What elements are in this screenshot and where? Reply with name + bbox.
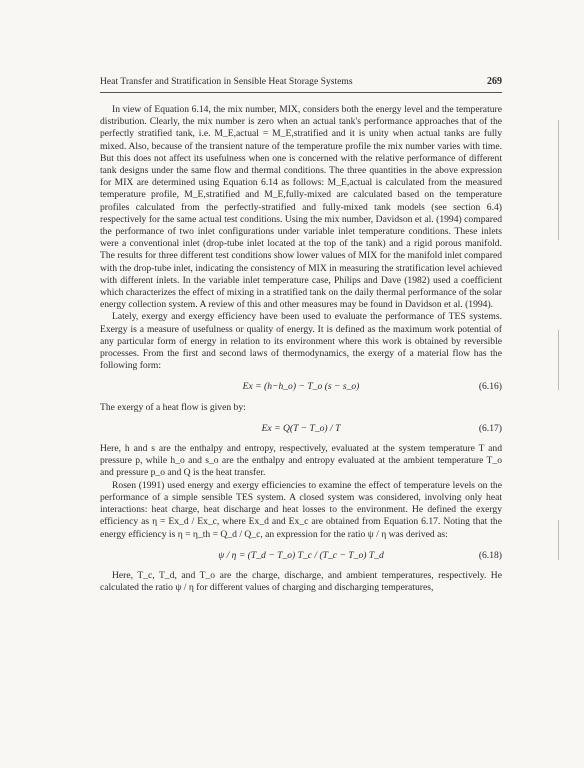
paragraph-mix-number: In view of Equation 6.14, the mix number, MIX, considers both the energy level and the temperature distribution. Clearly, the mix number is zero when an actual tank's performance approaches that of the perfectly stratified tank, i.e. M_E,actual = M_E,stratified and it is unity when actual tanks are fully mixed. Also, because of the transient nature of the temperature profile the mix number varies with time. But this does not affect its usefulness when one is concerned with the relative performance of different tank designs under the same flow and thermal conditions. The three quantities in the above expression for MIX are determined using Equation 6.14 as follows: M_E,actual is calculated from the measured temperature profile, M_E,stratified and M_E,fully-mixed are calculated based on the temperature profiles calculated from the perfectly-stratified and fully-mixed tank models (see section 6.4) respectively for the same actual test conditions. Using the mix number, Davidson et al. (1994) compared the performance of two inlet configurations under variable inlet temperature conditions. These inlets were a conventional inlet (drop-tube inlet located at the top of the tank) and a rigid porous manifold. The results for three different test conditions show lower values of MIX for the manifold inlet compared with the drop-tube inlet, indicating the consistency of MIX in measuring the stratification level achieved with different inlets. In the variable inlet temperature case, Philips and Dave (1982) used a coefficient which characterizes the effect of mixing in a stratified tank on the daily thermal performance of the solar energy collection system. A review of this and other measures may be found in Davidson et al. (1994).	[100, 104, 502, 311]
equation-number: (6.16)	[478, 381, 502, 393]
equation-number: (6.18)	[478, 549, 502, 561]
equation-6-18	[100, 550, 502, 562]
equation-expression: Ex = (h−h_o) − T_o (s − s_o)	[242, 381, 360, 393]
equation-6-16	[100, 381, 502, 393]
running-title: Heat Transfer and Stratification in Sensible Heat Storage Systems	[100, 76, 353, 87]
equation-expression: Ex = Q(T − T_o) / T	[261, 422, 341, 434]
paragraph-heat-flow: The exergy of a heat flow is given by:	[100, 401, 246, 413]
paragraph-rosen: Rosen (1991) used energy and exergy efficiencies to examine the effect of temperature levels on the performance of a simple sensible TES system. A closed system was considered, involving only heat interactions: heat charge, heat discharge and heat losses to the environment. He defined the exergy efficiency as η = Ex_d / Ex_c, where Ex_d and Ex_c are obtained from Equation 6.17. Noting that the energy efficiency is η = η_th = Q_d / Q_c, an expression for the ratio ψ / η was derived as:	[100, 479, 502, 540]
header-rule	[100, 92, 502, 93]
paragraph-definitions: Here, h and s are the enthalpy and entropy, respectively, evaluated at the system temperature T and pressure p, while h_o and s_o are the enthalpy and entropy evaluated at the ambient temperature T_o and pressure p_o and Q is the heat transfer.	[100, 443, 502, 479]
running-header	[100, 76, 502, 87]
equation-expression: ψ / η = (T_d − T_o) T_c / (T_c − T_o) T_d	[218, 549, 384, 561]
margin-scan-mark	[558, 520, 559, 560]
paragraph-exergy-intro: Lately, exergy and exergy efficiency have been used to evaluate the performance of TES systems. Exergy is a measure of usefulness or quality of energy. It is defined as the maximum work potential of any particular form of energy in relation to its environment where this work is obtained by reversible processes. From the first and second laws of thermodynamics, the exergy of a material flow has the following form:	[100, 311, 502, 372]
body-text	[100, 104, 502, 594]
paragraph-temperatures: Here, T_c, T_d, and T_o are the charge, discharge, and ambient temperatures, respectively. He calculated the ratio ψ / η for different values of charging and discharging temperatures,	[100, 569, 502, 594]
equation-6-17	[100, 423, 502, 435]
page-number: 269	[487, 76, 502, 87]
margin-scan-mark	[558, 120, 559, 240]
margin-scan-mark	[558, 330, 559, 390]
equation-number: (6.17)	[478, 422, 502, 434]
